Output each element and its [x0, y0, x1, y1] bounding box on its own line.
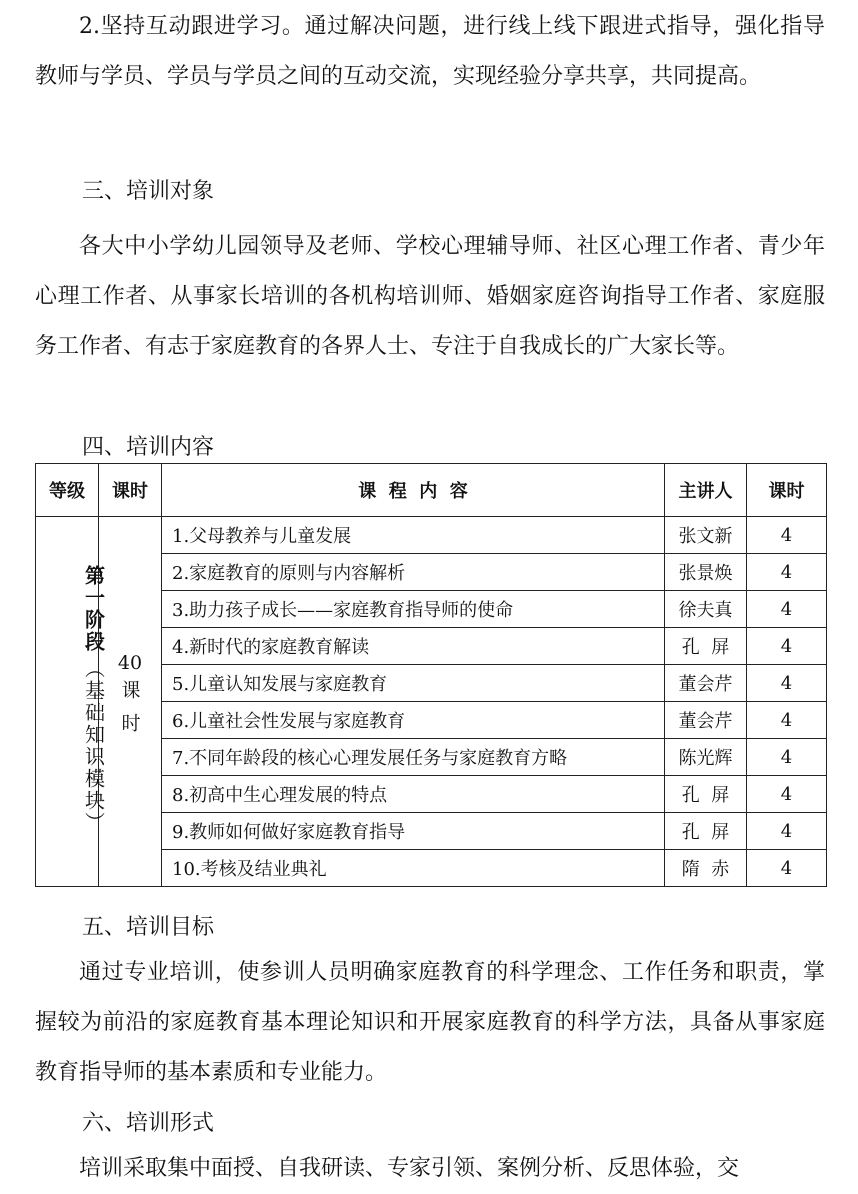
course-lecturer: 隋 赤 [665, 850, 747, 887]
course-hours: 4 [747, 739, 827, 776]
course-name: 5.儿童认知发展与家庭教育 [162, 665, 665, 702]
stage-name: 第一阶段 [81, 564, 106, 653]
course-name: 1.父母教养与儿童发展 [162, 517, 665, 554]
paragraph-training-goal: 通过专业培训，使参训人员明确家庭教育的科学理念、工作任务和职责，掌握较为前沿的家庭教育基本理论知识和开展家庭教育的科学方法，具备从事家庭教育指导师的基本素质和专业能力。 [35, 960, 825, 1085]
stage-hours-unit: 课时 [118, 680, 141, 746]
header-course-hours: 课时 [747, 464, 827, 517]
course-lecturer: 孔 屏 [665, 776, 747, 813]
course-hours: 4 [747, 850, 827, 887]
table-row [36, 517, 827, 554]
course-name: 8.初高中生心理发展的特点 [162, 776, 665, 813]
course-lecturer: 陈光辉 [665, 739, 747, 776]
header-lecturer: 主讲人 [665, 464, 747, 517]
header-content-label: 课 程 内 容 [358, 481, 468, 502]
heading-training-form: 六、培训形式 [82, 1111, 215, 1136]
course-hours: 4 [747, 591, 827, 628]
course-lecturer: 张景焕 [665, 554, 747, 591]
stage-cell [36, 517, 106, 887]
course-table [35, 463, 827, 887]
course-lecturer: 徐夫真 [665, 591, 747, 628]
course-lecturer: 董会芹 [665, 665, 747, 702]
heading-training-goal: 五、培训目标 [82, 915, 215, 940]
course-lecturer: 张文新 [665, 517, 747, 554]
header-hours: 课时 [99, 464, 162, 517]
course-hours: 4 [747, 776, 827, 813]
paragraph-interactive-learning: 2.坚持互动跟进学习。通过解决问题，进行线上线下跟进式指导，强化指导教师与学员、学员与学员之间的互动交流，实现经验分享共享，共同提高。 [35, 14, 825, 89]
heading-training-target: 三、培训对象 [82, 179, 215, 204]
course-hours: 4 [747, 628, 827, 665]
heading-training-content: 四、培训内容 [82, 435, 215, 460]
course-name: 6.儿童社会性发展与家庭教育 [162, 702, 665, 739]
course-name: 10.考核及结业典礼 [162, 850, 665, 887]
course-name: 7.不同年龄段的核心心理发展任务与家庭教育方略 [162, 739, 665, 776]
header-content [162, 464, 665, 517]
course-lecturer: 董会芹 [665, 702, 747, 739]
course-hours: 4 [747, 517, 827, 554]
paragraph-training-target: 各大中小学幼儿园领导及老师、学校心理辅导师、社区心理工作者、青少年心理工作者、从事家长培训的各机构培训师、婚姻家庭咨询指导工作者、家庭服务工作者、有志于家庭教育的各界人士、专注于自我成长的广大家长等。 [35, 234, 825, 359]
course-lecturer: 孔 屏 [665, 628, 747, 665]
paragraph-training-form: 培训采取集中面授、自我研读、专家引领、案例分析、反思体验，交 [79, 1156, 740, 1181]
course-hours: 4 [747, 813, 827, 850]
table-header-row [36, 464, 827, 517]
course-hours: 4 [747, 702, 827, 739]
course-hours: 4 [747, 665, 827, 702]
course-name: 4.新时代的家庭教育解读 [162, 628, 665, 665]
stage-hours-number: 40 [117, 652, 143, 674]
course-name: 3.助力孩子成长——家庭教育指导师的使命 [162, 591, 665, 628]
course-lecturer: 孔 屏 [665, 813, 747, 850]
course-hours: 4 [747, 554, 827, 591]
course-name: 9.教师如何做好家庭教育指导 [162, 813, 665, 850]
stage-subtitle: （基础知识模块） [81, 657, 106, 834]
course-name: 2.家庭教育的原则与内容解析 [162, 554, 665, 591]
header-level: 等级 [36, 464, 99, 517]
